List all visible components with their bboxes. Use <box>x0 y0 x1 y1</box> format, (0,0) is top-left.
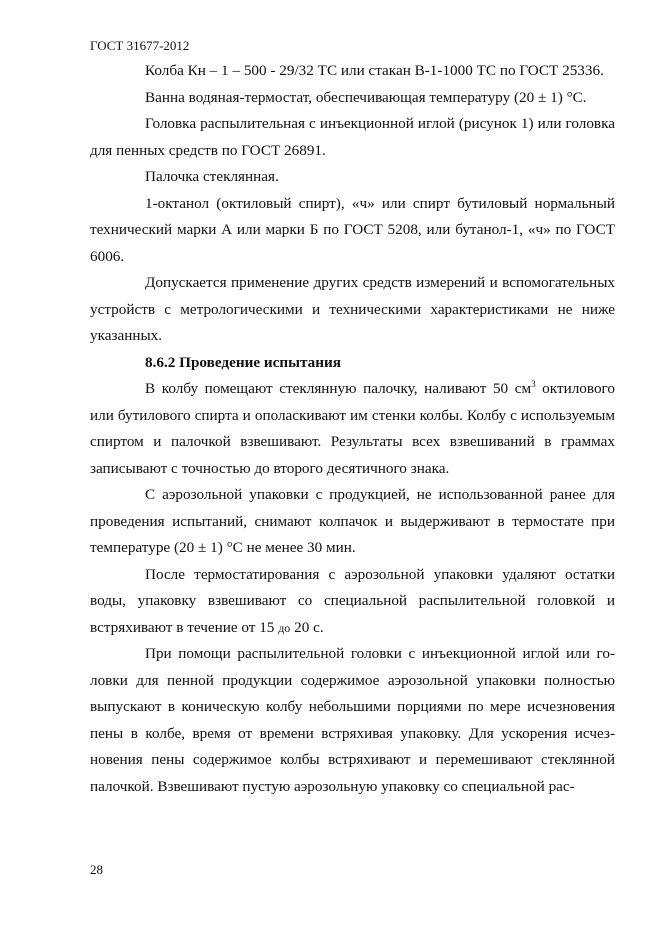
text-run-small: до <box>278 620 291 635</box>
text-run: 20 с. <box>290 618 324 636</box>
text-run: В колбу помещают стеклянную палочку, наливают 50 см <box>145 380 532 397</box>
page-number: 28 <box>90 862 103 877</box>
paragraph-test-step-2: С аэрозольной упаковки с продукцией, не использованной ранее для проведения испытаний, снимают колпачок и выдерживают в термостате при температуре (20 ± 1) °С не менее 30 мин. <box>90 486 615 556</box>
paragraph-alternatives: Допускается применение других средств измерений и вспомогательных устройств с метрологическими и техническими характеристиками не ниже указанных. <box>90 274 615 344</box>
document-body <box>90 58 615 800</box>
paragraph-spray-head: Головка распылительная с инъекционной иглой (рисунок 1) или головка для пенных средств по ГОСТ 26891. <box>90 115 615 159</box>
page-header: ГОСТ 31677-2012 <box>90 38 190 53</box>
paragraph-test-step-1 <box>90 376 615 482</box>
text-run: После термостатирования с аэрозольной упаковки удаляют остатки воды, упаковку взвешивают со специальной распылительной головкой и встряхивают в течение от 15 <box>90 565 615 636</box>
text-run: октилового или бутилового спирта и ополаскивают им стенки колбы. Колбу с используемым спиртом и палочкой взвешивают. Результаты всех взвешиваний в граммах записывают с точностью до второго десятичного знака. <box>90 380 615 477</box>
paragraph-flask: Колба Кн – 1 – 500 - 29/32 ТС или стакан В-1-1000 ТС по ГОСТ 25336. <box>145 62 604 79</box>
superscript: 3 <box>531 379 536 389</box>
paragraph-water-bath: Ванна водяная-термостат, обеспечивающая температуру (20 ± 1) °С. <box>145 88 587 106</box>
section-heading: 8.6.2 Проведение испытания <box>145 353 341 371</box>
paragraph-test-step-4: При помощи распылительной головки с инъекционной иглой или головки для пенной продукции содержимое аэрозольной упаковки полностью выпускают в коническую колбу небольшими порциями по мере исчезновения пены в колбе, время от времени встряхивая упаковку. Для ускорения исчезновения пены содержимое колбы встряхивают и перемешивают стеклянной палочкой. Взвешивают пустую аэрозольную упаковку со специальной рас- <box>90 645 615 795</box>
paragraph-test-step-3 <box>90 562 615 642</box>
paragraph-glass-rod: Палочка стеклянная. <box>145 168 279 185</box>
paragraph-octanol: 1-октанол (октиловый спирт), «ч» или спирт бутиловый нормальный технический марки А или марки Б по ГОСТ 5208, или бутанол-1, «ч» по ГОСТ 6006. <box>90 194 615 265</box>
